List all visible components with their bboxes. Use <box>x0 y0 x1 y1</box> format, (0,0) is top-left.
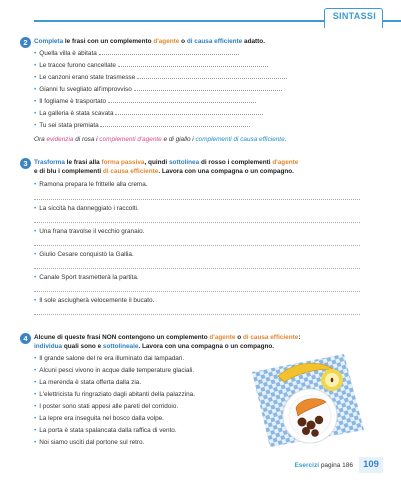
item-text: Una frana travolse il vecchio granaio. <box>39 228 145 235</box>
instr-text: o <box>179 38 187 45</box>
answer-blank[interactable] <box>118 61 268 67</box>
note-agent: complementi d'agente <box>99 136 162 143</box>
sentence-text[interactable]: L'elettricista fu ringraziato dagli abitanti della palazzina. <box>39 391 196 398</box>
instr-text: le frasi con un complemento <box>63 38 154 45</box>
list-item <box>34 439 144 447</box>
bullet-icon: • <box>34 427 37 434</box>
list-item <box>34 379 141 387</box>
list-item <box>34 49 239 58</box>
bullet-icon: • <box>34 274 37 281</box>
item-text: Tu sei stata premiata <box>39 122 99 129</box>
answer-line[interactable] <box>34 222 360 223</box>
instr-text: di rosso i complementi <box>199 159 273 166</box>
bullet-icon: • <box>34 367 37 374</box>
instr-text: le frasi alla <box>64 159 102 166</box>
answer-line[interactable] <box>34 199 360 200</box>
answer-line[interactable] <box>34 314 360 315</box>
bullet-icon: • <box>34 181 37 188</box>
bullet-icon: • <box>34 122 37 129</box>
bullet-icon: • <box>34 228 37 235</box>
instr-text: . Lavora con una compagna o un compagno. <box>158 168 294 175</box>
answer-blank[interactable] <box>134 85 282 91</box>
bullet-icon: • <box>34 379 37 386</box>
instr-cause: di causa efficiente <box>242 334 299 341</box>
bullet-icon: • <box>34 439 37 446</box>
item-text: Canale Sport trasmetterà la partita. <box>39 274 139 281</box>
section-tab: SINTASSI <box>324 8 383 28</box>
footer-pages: pagina 186 <box>319 462 353 469</box>
list-item <box>34 274 139 282</box>
instr-agent: d'agente <box>209 334 236 341</box>
answer-blank[interactable] <box>108 97 256 103</box>
item-text: Quella villa è abitata <box>39 50 97 57</box>
sentence-text[interactable]: Noi siamo usciti dal portone sul retro. <box>39 439 145 446</box>
instr-cause: di causa efficiente <box>102 168 159 175</box>
footer-label: Esercizi <box>294 462 320 469</box>
bullet-icon: • <box>34 50 37 57</box>
bullet-icon: • <box>34 86 37 93</box>
instr-passive: forma passiva <box>101 159 145 166</box>
list-item <box>34 61 268 70</box>
list-item <box>34 228 144 236</box>
list-item <box>34 367 194 375</box>
instr-text: adatto. <box>242 38 265 45</box>
note-text: . <box>284 136 287 143</box>
bullet-icon: • <box>34 355 37 362</box>
bullet-icon: • <box>34 251 37 258</box>
answer-line[interactable] <box>34 245 360 246</box>
sentence-text[interactable]: La porta è stata spalancata dalla raffica di vento. <box>39 427 177 434</box>
list-item <box>34 415 164 423</box>
answer-line[interactable] <box>34 291 360 292</box>
item-text: Il fogliame è trasportato <box>39 98 107 105</box>
exercise-instruction <box>34 158 364 176</box>
list-item <box>34 109 263 118</box>
answer-blank[interactable] <box>137 73 287 79</box>
item-text: La galleria è stata scavata <box>39 110 114 117</box>
instr-text: , quindi <box>144 159 169 166</box>
sentence-text[interactable]: La merenda è stata offerta dalla zia. <box>39 379 142 386</box>
instr-cause: di causa efficiente <box>186 38 243 45</box>
exercise-note <box>34 136 286 144</box>
item-text: Il sole asciugherà velocemente il bucato. <box>39 297 155 304</box>
instr-text: : <box>298 334 301 341</box>
exercise-number: 4 <box>20 333 31 344</box>
answer-blank[interactable] <box>100 121 250 127</box>
note-text: di rosa i <box>73 136 100 143</box>
answer-line[interactable] <box>34 268 360 269</box>
note-cause: complementi di causa efficiente <box>195 136 285 143</box>
note-highlight: evidenzia <box>46 136 74 143</box>
snack-illustration <box>248 350 366 448</box>
instr-agent: d'agente <box>272 159 299 166</box>
bullet-icon: • <box>34 403 37 410</box>
instr-text: quali sono e <box>62 343 103 350</box>
list-item <box>34 181 148 189</box>
exercise-number: 2 <box>20 37 31 48</box>
list-item <box>34 355 184 363</box>
list-item <box>34 121 250 130</box>
exercise-number: 3 <box>20 158 31 169</box>
sentence-text[interactable]: La lepre era inseguita nel bosco dalla volpe. <box>39 415 164 422</box>
item-text: Ramona prepara le frittelle alla crema. <box>39 181 148 188</box>
sentence-text[interactable]: I poster sono stati appesi alle pareti del corridoio. <box>39 403 179 410</box>
list-item <box>34 297 154 305</box>
verb-transform: Trasforma <box>34 159 65 166</box>
page-header <box>0 0 401 26</box>
verb-underline: sottolinea <box>168 159 200 166</box>
bullet-icon: • <box>34 74 37 81</box>
list-item <box>34 251 134 259</box>
verb-underline: sottolineale <box>102 343 139 350</box>
exercises-reference <box>294 462 353 469</box>
verb-complete: Completa <box>34 38 64 45</box>
exercise-instruction <box>34 333 364 351</box>
bullet-icon: • <box>34 62 37 69</box>
instr-text: . Lavora con una compagna o un compagno. <box>138 343 275 350</box>
list-item <box>34 205 139 213</box>
exercise-instruction <box>34 37 265 46</box>
bullet-icon: • <box>34 110 37 117</box>
list-item <box>34 85 282 94</box>
list-item <box>34 403 178 411</box>
bullet-icon: • <box>34 297 37 304</box>
instr-agent: d'agente <box>153 38 180 45</box>
plate-icon <box>283 389 337 443</box>
list-item <box>34 391 195 399</box>
list-item <box>34 73 287 82</box>
item-text: Giulio Cesare conquistò la Gallia. <box>39 251 134 258</box>
sentence-text[interactable]: Alcuni pesci vivono in acque dalle temperature glaciali. <box>39 367 195 374</box>
bullet-icon: • <box>34 98 37 105</box>
list-item <box>34 427 177 435</box>
item-text: Gianni fu svegliato all'improvviso <box>39 86 132 93</box>
instr-text: o <box>235 334 243 341</box>
list-item <box>34 97 256 106</box>
item-text: Le canzoni erano state trasmesse <box>39 74 136 81</box>
bullet-icon: • <box>34 415 37 422</box>
answer-blank[interactable] <box>99 49 239 55</box>
verb-identify: individua <box>34 343 63 350</box>
bullet-icon: • <box>34 205 37 212</box>
page-number: 109 <box>359 457 383 473</box>
item-text: La siccità ha danneggiato i raccolti. <box>39 205 139 212</box>
instr-text: Alcune di queste frasi NON contengono un complemento <box>34 334 210 341</box>
instr-text: e di blu i complementi <box>34 168 103 175</box>
answer-blank[interactable] <box>115 109 263 115</box>
sentence-text[interactable]: Il grande salone del re era illuminato dai lampadari. <box>39 355 185 362</box>
note-text: Ora <box>34 136 47 143</box>
bullet-icon: • <box>34 391 37 398</box>
item-text: Le tracce furono cancellate <box>39 62 116 69</box>
note-text: e di giallo i <box>161 136 196 143</box>
apple-icon <box>321 369 343 391</box>
